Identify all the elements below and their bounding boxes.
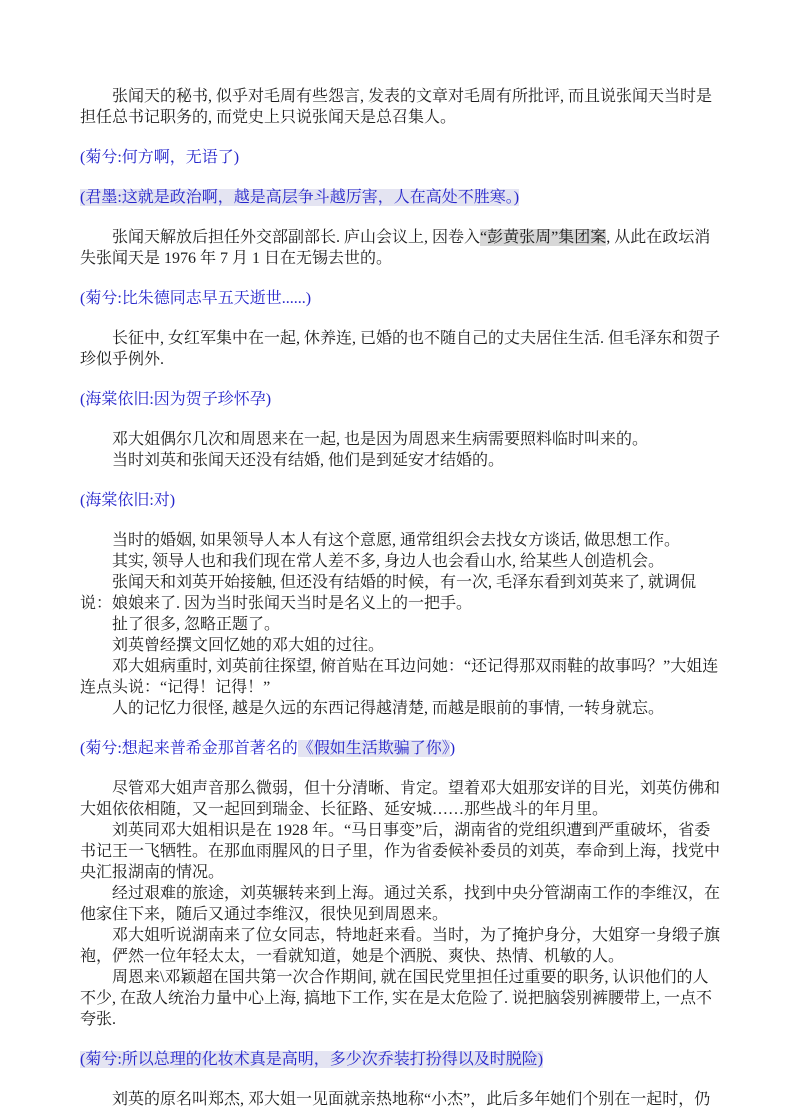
- paragraph: 刘英曾经撰文回忆她的邓大姐的过往。: [112, 637, 385, 654]
- paragraph: 尽管邓大姐声音那么微弱，但十分清晰、肯定。望着邓大姐那安详的目光，刘英仿佛和大姐依依相随，又一起回到瑞金、长征路、延安城……那些战斗的年月里。: [80, 780, 721, 818]
- highlighted-text: 《假如生活欺骗了你》: [297, 740, 450, 757]
- paragraph: 刘英的原名叫郑杰, 邓大姐一见面就亲热地称“小杰”，此后多年她们个别在一起时，仍: [112, 1091, 711, 1108]
- paragraph-text: 张闻天解放后担任外交部副部长. 庐山会议上, 因卷入: [112, 229, 481, 246]
- paragraph: 邓大姐偶尔几次和周恩来在一起, 也是因为周恩来生病需要照料临时叫来的。: [112, 431, 649, 448]
- paragraph: 刘英同邓大姐相识是在 1928 年。“马日事变”后，湖南省的党组织遭到严重破坏，省委书记王一飞牺牲。在那血雨腥风的日子里，作为省委候补委员的刘英，奉命到上海，找党中央汇报湖南的情况。: [80, 822, 721, 881]
- paragraph: 邓大姐病重时, 刘英前往探望, 俯首贴在耳边问她：“还记得那双雨鞋的故事吗？”大姐连连点头说：“记得！记得！”: [80, 658, 719, 696]
- highlighted-text: “彭黄张周”集团案: [480, 229, 607, 246]
- highlighted-text: (菊兮:所以总理的化妆术真是高明，多少次乔装打扮得以及时脱险): [80, 1051, 544, 1068]
- paragraph: 当时的婚姻, 如果领导人本人有这个意愿, 通常组织会去找女方谈话, 做思想工作。: [112, 532, 681, 549]
- paragraph: 张闻天和刘英开始接触, 但还没有结婚的时候，有一次, 毛泽东看到刘英来了, 就调侃说：娘娘来了. 因为当时张闻天当时是名义上的一把手。: [80, 574, 697, 612]
- paragraph: 人的记忆力很怪, 越是久远的东西记得越清楚, 而越是眼前的事情, 一转身就忘。: [112, 700, 665, 717]
- paragraph: [80, 227, 720, 269]
- reader-comment: (菊兮:比朱德同志早五天逝世......): [80, 290, 312, 307]
- paragraph: 周恩来\邓颖超在国共第一次合作期间, 就在国民党里担任过重要的职务, 认识他们的人不少, 在敌人统治力量中心上海, 搞地下工作, 实在是太危险了. 说把脑袋别裤腰带上, 一点不夸张.: [80, 969, 713, 1028]
- reader-comment: (菊兮:何方啊，无语了): [80, 149, 240, 166]
- paragraph: 长征中, 女红军集中在一起, 休养连, 已婚的也不随自己的丈夫居住生活. 但毛泽东和贺子珍似乎例外.: [80, 330, 721, 368]
- comment-text: (菊兮:想起来普希金那首著名的: [80, 740, 298, 757]
- highlighted-text: (君墨:这就是政治啊，越是高层争斗越厉害，人在高处不胜寒。): [80, 189, 520, 206]
- reader-comment-partial-highlight: [80, 738, 720, 759]
- comment-text: ): [449, 740, 456, 757]
- paragraph: 邓大姐听说湖南来了位女同志，特地赶来看。当时，为了掩护身分，大姐穿一身缎子旗袍，俨然一位年轻太太，一看就知道，她是个洒脱、爽快、热情、机敏的人。: [80, 927, 721, 965]
- paragraph-text: , 从此在政坛消失张闻天是 1976 年 7 月 1 日在无锡去世的。: [80, 229, 711, 267]
- paragraph: 张闻天的秘书, 似乎对毛周有些怨言, 发表的文章对毛周有所批评, 而且说张闻天当时是担任总书记职务的, 而党史上只说张闻天是总召集人。: [80, 88, 713, 126]
- paragraph: 当时刘英和张闻天还没有结婚, 他们是到延安才结婚的。: [112, 452, 505, 469]
- reader-comment-highlighted: [80, 187, 720, 208]
- reader-comment: (海棠依旧:对): [80, 492, 176, 509]
- reader-comment: (海棠依旧:因为贺子珍怀孕): [80, 391, 272, 408]
- paragraph: 其实, 领导人也和我们现在常人差不多, 身边人也会看山水, 给某些人创造机会。: [112, 553, 665, 570]
- paragraph: 扯了很多, 忽略正题了。: [112, 616, 281, 633]
- paragraph: 经过艰难的旅途，刘英辗转来到上海。通过关系，找到中央分管湖南工作的李维汉，在他家住下来，随后又通过李维汉，很快见到周恩来。: [80, 885, 721, 923]
- reader-comment-highlighted: [80, 1049, 720, 1070]
